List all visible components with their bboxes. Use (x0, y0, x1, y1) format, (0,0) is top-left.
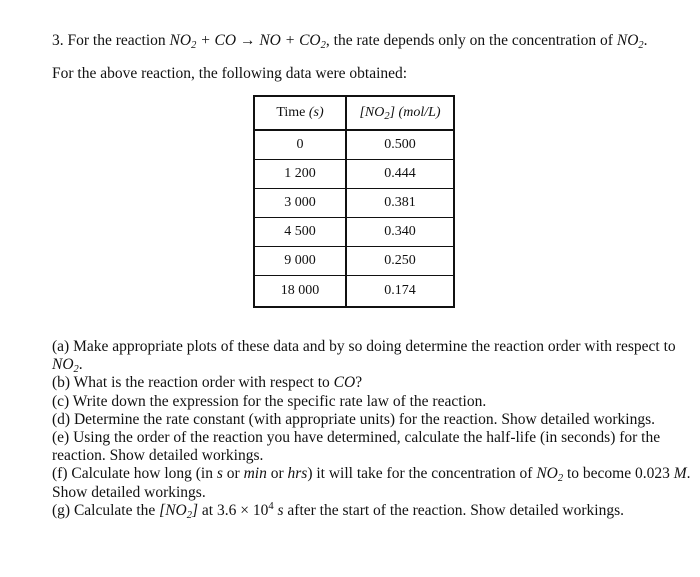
part-a: (a) Make appropriate plots of these data and by so doing determine the reaction order with respect to $NO_2$. (52, 338, 676, 376)
intro-mid: , the rate depends only on the concentration of (325, 32, 613, 49)
table-row (254, 189, 454, 218)
table-row (254, 218, 454, 247)
time-cell: 9 000 (254, 247, 346, 276)
conc-cell: 0.250 (346, 247, 454, 276)
conc-cell: 0.500 (346, 130, 454, 160)
reaction-equation: $NO_2$ + CO → NO + $CO_2$ (169, 32, 326, 51)
conc-cell: 0.174 (346, 276, 454, 308)
part-g: (g) Calculate the $[NO_2]$ at $3.6 \times 10^4$ s after the start of the reaction. Show detailed workings. (52, 500, 624, 521)
sub-questions (52, 338, 692, 520)
intro-period: . (643, 32, 648, 49)
table-row (254, 247, 454, 276)
question-intro (52, 32, 648, 50)
conc-cell: 0.381 (346, 189, 454, 218)
time-cell: 0 (254, 130, 346, 160)
table-header-row (254, 96, 454, 130)
part-e: (e) Using the order of the reaction you have determined, calculate the half-life (in seconds) for the reaction. Show detailed workings. (52, 429, 661, 465)
table-row (254, 130, 454, 160)
concentration-table (253, 95, 455, 308)
time-cell: 1 200 (254, 160, 346, 189)
question-number: 3. (52, 32, 64, 49)
time-cell: 4 500 (254, 218, 346, 247)
header-concentration: $[NO_2]$ (mol/L) (346, 96, 454, 130)
table-row (254, 276, 454, 308)
conc-cell: 0.340 (346, 218, 454, 247)
table-row (254, 160, 454, 189)
time-cell: 18 000 (254, 276, 346, 308)
part-d: (d) Determine the rate constant (with appropriate units) for the reaction. Show detailed workings. (52, 410, 656, 428)
intro-species: $NO_2$ (616, 32, 644, 51)
part-c: (c) Write down the expression for the specific rate law of the reaction. (52, 392, 487, 410)
part-f: (f) Calculate how long (in s or min or hrs) it will take for the concentration of $NO_2$ to become 0.023 M. Show detailed workings. (52, 465, 691, 501)
conc-cell: 0.444 (346, 160, 454, 189)
data-sentence: For the above reaction, the following data were obtained: (52, 65, 408, 82)
intro-prefix: For the reaction (67, 32, 166, 49)
part-b: (b) What is the reaction order with respect to CO? (52, 374, 363, 392)
time-cell: 3 000 (254, 189, 346, 218)
header-time: Time (s) (254, 96, 346, 130)
